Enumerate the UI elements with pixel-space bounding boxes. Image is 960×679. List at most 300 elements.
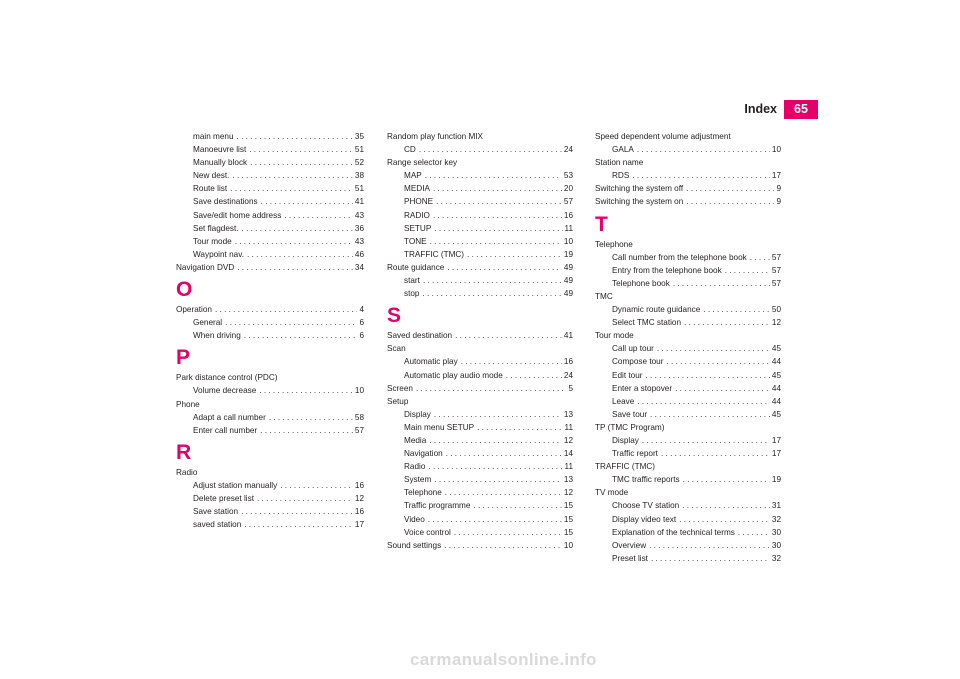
- entry-label: Automatic play: [404, 357, 458, 367]
- index-entry: [595, 195, 781, 208]
- index-entry: [387, 382, 573, 395]
- page-reference: 16: [563, 210, 573, 220]
- page-reference: 57: [354, 425, 364, 435]
- dot-leader: [261, 195, 353, 208]
- index-entry: [595, 182, 781, 195]
- page-reference: 41: [563, 331, 573, 341]
- index-entry: [387, 248, 573, 261]
- entry-label: Manoeuvre list: [193, 145, 247, 155]
- index-entry: [176, 479, 364, 492]
- index-heading: Speed dependent volume adjustment: [595, 132, 731, 141]
- page-reference: 16: [354, 507, 364, 517]
- entry-label: Leave: [612, 396, 635, 406]
- entry-label: Save destinations: [193, 197, 258, 207]
- dot-leader: [679, 513, 770, 526]
- entry-label: main menu: [193, 132, 234, 141]
- index-entry: [595, 552, 781, 565]
- page-reference: 10: [563, 540, 573, 550]
- entry-label: Video: [404, 514, 425, 524]
- entry-label: TONE: [404, 236, 427, 246]
- index-entry: [387, 261, 573, 274]
- page-reference: 53: [563, 171, 573, 181]
- page-reference: 24: [563, 370, 573, 380]
- page-reference: 16: [563, 357, 573, 367]
- dot-leader: [423, 274, 562, 287]
- entry-label: Tour mode: [193, 236, 232, 246]
- dot-leader: [232, 169, 352, 182]
- page-reference: 44: [771, 357, 781, 367]
- entry-label: RADIO: [404, 210, 430, 220]
- dot-leader: [280, 479, 353, 492]
- index-entry: [387, 169, 573, 182]
- index-entry: [176, 329, 364, 342]
- dot-leader: [225, 316, 357, 329]
- page-reference: 31: [771, 501, 781, 511]
- dot-leader: [284, 209, 353, 222]
- index-entry: [595, 382, 781, 395]
- page-reference: 34: [354, 262, 364, 272]
- dot-leader: [269, 411, 353, 424]
- entry-label: Save station: [193, 507, 239, 517]
- dot-leader: [428, 460, 562, 473]
- index-entry: [176, 143, 364, 156]
- page-reference: 11: [564, 462, 573, 472]
- index-entry: [176, 518, 364, 531]
- dot-leader: [632, 169, 770, 182]
- entry-label: Enter call number: [193, 425, 258, 435]
- entry-label: Saved destination: [387, 331, 453, 341]
- page-reference: 45: [771, 409, 781, 419]
- dot-leader: [237, 130, 353, 143]
- entry-label: Choose TV station: [612, 501, 680, 511]
- dot-leader: [467, 248, 562, 261]
- entry-label: Entry from the telephone book: [612, 265, 722, 275]
- index-entry: [595, 513, 781, 526]
- entry-label: Waypoint nav.: [193, 249, 244, 259]
- entry-label: Main menu SETUP: [404, 422, 475, 432]
- page-reference: 17: [771, 171, 781, 181]
- entry-label: TMC traffic reports: [612, 475, 680, 485]
- page-reference: 50: [771, 305, 781, 315]
- index-letter-s: S: [387, 304, 402, 328]
- entry-label: Telephone book: [612, 278, 670, 288]
- index-entry: [387, 408, 573, 421]
- dot-leader: [434, 408, 562, 421]
- index-heading: Radio: [176, 467, 198, 477]
- dot-leader: [434, 222, 562, 235]
- index-entry: [387, 182, 573, 195]
- entry-label: Display video text: [612, 514, 677, 524]
- index-entry: [595, 303, 781, 316]
- page-reference: 11: [564, 422, 573, 432]
- page-reference: 5: [568, 383, 573, 393]
- entry-label: Explanation of the technical terms: [612, 527, 735, 537]
- page-reference: 51: [354, 145, 364, 155]
- entry-label: Volume decrease: [193, 386, 257, 396]
- entry-label: Preset list: [612, 553, 648, 563]
- page-reference: 9: [776, 184, 781, 194]
- index-entry: [176, 209, 364, 222]
- index-entry: [595, 499, 781, 512]
- entry-label: Route guidance: [387, 262, 445, 272]
- index-entry: [595, 408, 781, 421]
- entry-label: Dynamic route guidance: [612, 305, 701, 315]
- index-entry: [387, 235, 573, 248]
- page-reference: 51: [354, 184, 364, 194]
- dot-leader: [425, 169, 562, 182]
- dot-leader: [646, 369, 770, 382]
- index-entry: [595, 169, 781, 182]
- dot-leader: [682, 499, 770, 512]
- dot-leader: [444, 539, 562, 552]
- entry-label: saved station: [193, 520, 242, 530]
- page-reference: 19: [563, 249, 573, 259]
- dot-leader: [686, 182, 774, 195]
- page-number-badge: 65: [784, 100, 818, 119]
- page-header: [744, 100, 818, 119]
- dot-leader: [661, 447, 770, 460]
- page-reference: 15: [563, 514, 573, 524]
- dot-leader: [235, 235, 353, 248]
- dot-leader: [419, 143, 562, 156]
- index-entry: [176, 156, 364, 169]
- index-heading: Scan: [387, 344, 406, 354]
- dot-leader: [477, 421, 562, 434]
- page-reference: 45: [771, 344, 781, 354]
- page-reference: 32: [771, 514, 781, 524]
- page-reference: 13: [563, 475, 573, 485]
- page-reference: 10: [354, 386, 364, 396]
- page-reference: 44: [771, 396, 781, 406]
- dot-leader: [215, 303, 357, 316]
- dot-leader: [637, 143, 770, 156]
- entry-label: Enter a stopover: [612, 383, 673, 393]
- entry-label: RDS: [612, 171, 630, 181]
- index-entry: [387, 539, 573, 552]
- entry-label: Switching the system off: [595, 184, 684, 194]
- entry-label: MEDIA: [404, 184, 430, 194]
- index-entry: [595, 539, 781, 552]
- index-heading: Park distance control (PDC): [176, 373, 278, 383]
- index-entry: [176, 316, 364, 329]
- page-reference: 45: [771, 370, 781, 380]
- dot-leader: [257, 492, 353, 505]
- page-reference: 49: [563, 289, 573, 299]
- dot-leader: [454, 526, 562, 539]
- index-heading: TP (TMC Program): [595, 422, 665, 432]
- index-column-2: [387, 130, 573, 552]
- entry-label: SETUP: [404, 223, 432, 233]
- entry-label: Switching the system on: [595, 197, 684, 207]
- entry-label: stop: [404, 289, 420, 299]
- index-entry: [595, 355, 781, 368]
- entry-label: Sound settings: [387, 540, 442, 550]
- entry-label: start: [404, 276, 420, 286]
- entry-label: Display: [404, 409, 431, 419]
- dot-leader: [241, 505, 353, 518]
- page-reference: 4: [359, 305, 364, 315]
- index-heading: Tour mode: [595, 331, 634, 341]
- index-letter-r: R: [176, 440, 192, 464]
- index-entry: [595, 526, 781, 539]
- dot-leader: [244, 518, 353, 531]
- index-entry: [387, 287, 573, 300]
- index-entry: [387, 447, 573, 460]
- index-entry: [387, 209, 573, 222]
- page-reference: 12: [563, 435, 573, 445]
- page-reference: 10: [563, 236, 573, 246]
- dot-leader: [686, 195, 774, 208]
- page-reference: 30: [771, 540, 781, 550]
- dot-leader: [422, 287, 561, 300]
- entry-label: Select TMC station: [612, 318, 682, 328]
- entry-label: Route list: [193, 184, 228, 194]
- entry-label: Telephone: [404, 488, 442, 498]
- entry-label: System: [404, 475, 432, 485]
- entry-label: Radio: [404, 462, 426, 472]
- index-heading: Phone: [176, 399, 200, 409]
- index-heading: Random play function MIX: [387, 132, 484, 141]
- dot-leader: [683, 473, 770, 486]
- dot-leader: [249, 143, 353, 156]
- entry-label: Traffic programme: [404, 501, 471, 511]
- index-letter-o: O: [176, 278, 193, 302]
- dot-leader: [461, 355, 562, 368]
- dot-leader: [649, 539, 770, 552]
- page-reference: 43: [354, 210, 364, 220]
- index-heading: TMC: [595, 291, 613, 301]
- entry-label: Delete preset list: [193, 493, 254, 503]
- dot-leader: [247, 248, 353, 261]
- index-entry: [176, 235, 364, 248]
- page-reference: 17: [771, 435, 781, 445]
- page-reference: 57: [563, 197, 573, 207]
- index-entry: [387, 526, 573, 539]
- entry-label: Operation: [176, 305, 212, 315]
- entry-label: PHONE: [404, 197, 434, 207]
- dot-leader: [703, 303, 770, 316]
- dot-leader: [455, 329, 562, 342]
- index-entry: [387, 421, 573, 434]
- dot-leader: [416, 382, 566, 395]
- index-entry: [595, 434, 781, 447]
- index-entry: [176, 303, 364, 316]
- dot-leader: [642, 434, 770, 447]
- dot-leader: [637, 395, 770, 408]
- page-reference: 49: [563, 276, 573, 286]
- entry-label: Navigation DVD: [176, 262, 235, 272]
- dot-leader: [428, 513, 562, 526]
- page-reference: 16: [354, 480, 364, 490]
- index-heading: Range selector key: [387, 158, 458, 168]
- index-entry: [176, 222, 364, 235]
- page-reference: 36: [354, 223, 364, 233]
- entry-label: GALA: [612, 145, 634, 155]
- entry-label: CD: [404, 145, 416, 155]
- index-entry: [595, 277, 781, 290]
- page-reference: 12: [771, 318, 781, 328]
- index-entry: [387, 434, 573, 447]
- page-reference: 9: [776, 197, 781, 207]
- dot-leader: [675, 382, 770, 395]
- dot-leader: [430, 235, 562, 248]
- dot-leader: [259, 384, 353, 397]
- page-reference: 35: [354, 132, 364, 141]
- index-entry: [387, 513, 573, 526]
- index-entry: [387, 143, 573, 156]
- dot-leader: [445, 486, 562, 499]
- dot-leader: [650, 408, 770, 421]
- page-reference: 19: [771, 475, 781, 485]
- index-entry: [387, 195, 573, 208]
- entry-label: Set flagdest.: [193, 223, 239, 233]
- index-letter-p: P: [176, 346, 191, 370]
- dot-leader: [447, 261, 562, 274]
- entry-label: General: [193, 318, 223, 328]
- dot-leader: [738, 526, 770, 539]
- entry-label: Adjust station manually: [193, 480, 278, 490]
- page-reference: 11: [564, 223, 573, 233]
- index-entry: [387, 460, 573, 473]
- entry-label: Navigation: [404, 449, 443, 459]
- index-column-1: [176, 130, 364, 531]
- page-reference: 13: [563, 409, 573, 419]
- index-entry: [595, 264, 781, 277]
- entry-label: Adapt a call number: [193, 412, 266, 422]
- page-reference: 20: [563, 184, 573, 194]
- index-entry: [176, 492, 364, 505]
- index-entry: [595, 143, 781, 156]
- index-entry: [176, 169, 364, 182]
- entry-label: Manually block: [193, 158, 248, 168]
- index-heading: Station name: [595, 158, 644, 168]
- page-reference: 57: [771, 278, 781, 288]
- page-reference: 15: [563, 501, 573, 511]
- entry-label: Save/edit home address: [193, 210, 282, 220]
- dot-leader: [260, 424, 353, 437]
- page-reference: 41: [354, 197, 364, 207]
- dot-leader: [446, 447, 562, 460]
- dot-leader: [250, 156, 353, 169]
- dot-leader: [651, 552, 770, 565]
- page-reference: 57: [771, 252, 781, 262]
- page-reference: 10: [771, 145, 781, 155]
- index-heading: TV mode: [595, 488, 629, 498]
- index-entry: [176, 505, 364, 518]
- page-reference: 6: [359, 331, 364, 341]
- index-entry: [387, 274, 573, 287]
- page-reference: 58: [354, 412, 364, 422]
- dot-leader: [242, 222, 353, 235]
- index-column-3: [595, 130, 781, 565]
- index-entry: [387, 329, 573, 342]
- index-entry: [595, 342, 781, 355]
- index-entry: [176, 195, 364, 208]
- entry-label: When driving: [193, 331, 241, 341]
- index-heading: Setup: [387, 396, 409, 406]
- entry-label: Automatic play audio mode: [404, 370, 503, 380]
- index-entry: [387, 222, 573, 235]
- dot-leader: [673, 277, 770, 290]
- page-reference: 38: [354, 171, 364, 181]
- index-entry: [176, 130, 364, 143]
- index-entry: [595, 316, 781, 329]
- dot-leader: [684, 316, 770, 329]
- entry-label: Media: [404, 435, 427, 445]
- page-reference: 12: [354, 493, 364, 503]
- page-reference: 24: [563, 145, 573, 155]
- entry-label: Save tour: [612, 409, 648, 419]
- dot-leader: [750, 251, 770, 264]
- dot-leader: [433, 209, 562, 222]
- entry-label: Traffic report: [612, 449, 658, 459]
- index-entry: [595, 369, 781, 382]
- index-heading: TRAFFIC (TMC): [595, 462, 656, 472]
- page-reference: 44: [771, 383, 781, 393]
- entry-label: Call up tour: [612, 344, 654, 354]
- index-entry: [595, 473, 781, 486]
- page-reference: 30: [771, 527, 781, 537]
- dot-leader: [657, 342, 770, 355]
- dot-leader: [506, 369, 562, 382]
- index-entry: [387, 369, 573, 382]
- index-entry: [176, 248, 364, 261]
- page-reference: 52: [354, 158, 364, 168]
- page-reference: 17: [771, 449, 781, 459]
- index-entry: [595, 251, 781, 264]
- dot-leader: [433, 182, 562, 195]
- index-letter-t: T: [595, 212, 608, 236]
- index-entry: [387, 355, 573, 368]
- page-reference: 57: [771, 265, 781, 275]
- page-reference: 32: [771, 553, 781, 563]
- entry-label: Call number from the telephone book: [612, 252, 747, 262]
- entry-label: Compose tour: [612, 357, 664, 367]
- page-reference: 43: [354, 236, 364, 246]
- index-heading: Telephone: [595, 239, 633, 249]
- index-entry: [595, 447, 781, 460]
- dot-leader: [244, 329, 358, 342]
- page-reference: 49: [563, 262, 573, 272]
- index-entry: [176, 411, 364, 424]
- dot-leader: [237, 261, 353, 274]
- entry-label: Display: [612, 435, 639, 445]
- index-entry: [387, 486, 573, 499]
- entry-label: New dest.: [193, 171, 230, 181]
- page-reference: 46: [354, 249, 364, 259]
- entry-label: Edit tour: [612, 370, 643, 380]
- index-entry: [387, 473, 573, 486]
- entry-label: TRAFFIC (TMC): [404, 249, 465, 259]
- entry-label: Voice control: [404, 527, 451, 537]
- page-reference: 6: [359, 318, 364, 328]
- dot-leader: [666, 355, 769, 368]
- index-entry: [176, 424, 364, 437]
- index-entry: [176, 384, 364, 397]
- entry-label: Overview: [612, 540, 647, 550]
- dot-leader: [429, 434, 562, 447]
- watermark: carmanualsonline.info: [410, 650, 597, 669]
- page-reference: 12: [563, 488, 573, 498]
- index-entry: [176, 261, 364, 274]
- entry-label: MAP: [404, 171, 422, 181]
- dot-leader: [230, 182, 353, 195]
- page-reference: 14: [563, 449, 573, 459]
- page-reference: 17: [354, 520, 364, 530]
- entry-label: Screen: [387, 383, 413, 393]
- page-reference: 15: [563, 527, 573, 537]
- index-entry: [176, 182, 364, 195]
